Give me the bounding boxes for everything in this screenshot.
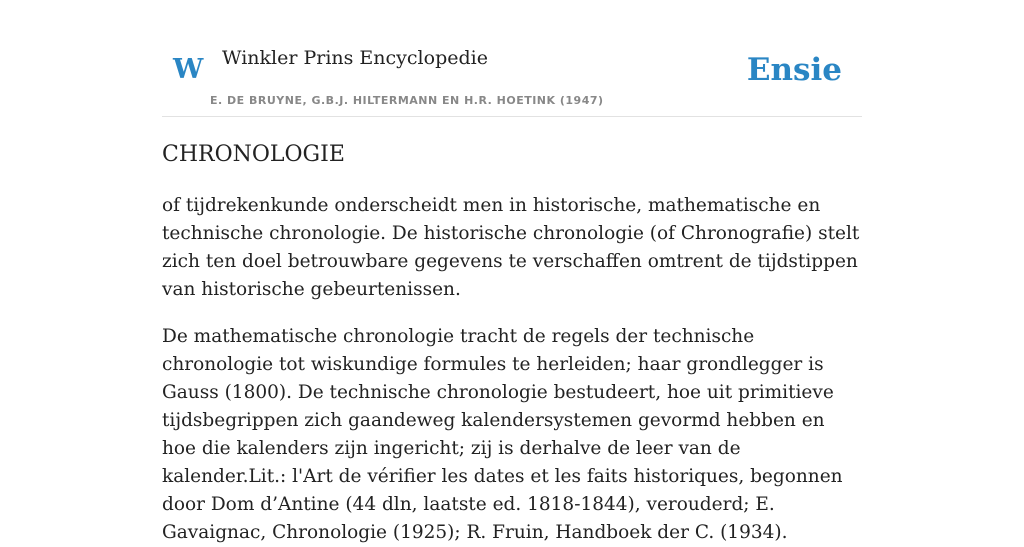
article-paragraph: of tijdrekenkunde onderscheidt men in historische, mathematische en technische chronologie. De historische chronologie (of Chronografie) stelt zich ten doel betrouwbare gegevens te verschaffen omtrent de tijdstippen van historische gebeurtenissen. [162, 195, 860, 300]
publication-authors: E. DE BRUYNE, G.B.J. HILTERMANN EN H.R. HOETINK (1947) [210, 94, 604, 107]
article [162, 138, 862, 547]
brand-logo-link[interactable]: Ensie [746, 52, 842, 88]
publication-logo[interactable]: W [173, 54, 204, 85]
article-paragraph: De mathematische chronologie tracht de regels der technische chronologie tot wiskundige formules te herleiden; haar grondlegger is Gauss (1800). De technische chronologie bestudeert, hoe uit primitieve tijdsbegrippen zich gaandeweg kalendersystemen gevormd hebben en hoe die kalenders zijn ingericht; zij is derhalve de leer van de kalender.Lit.: l'Art de vérifier les dates et les faits historiques, begonnen door Dom d’Antine (44 dln, laatste ed. 1818-1844), verouderd; E. Gavaignac, Chronologie (1925); R. Fruin, Handboek der C. (1934). [162, 326, 843, 543]
publication-header [162, 0, 862, 117]
publication-title[interactable]: Winkler Prins Encyclopedie [222, 47, 488, 69]
article-title: CHRONOLOGIE [162, 142, 345, 167]
